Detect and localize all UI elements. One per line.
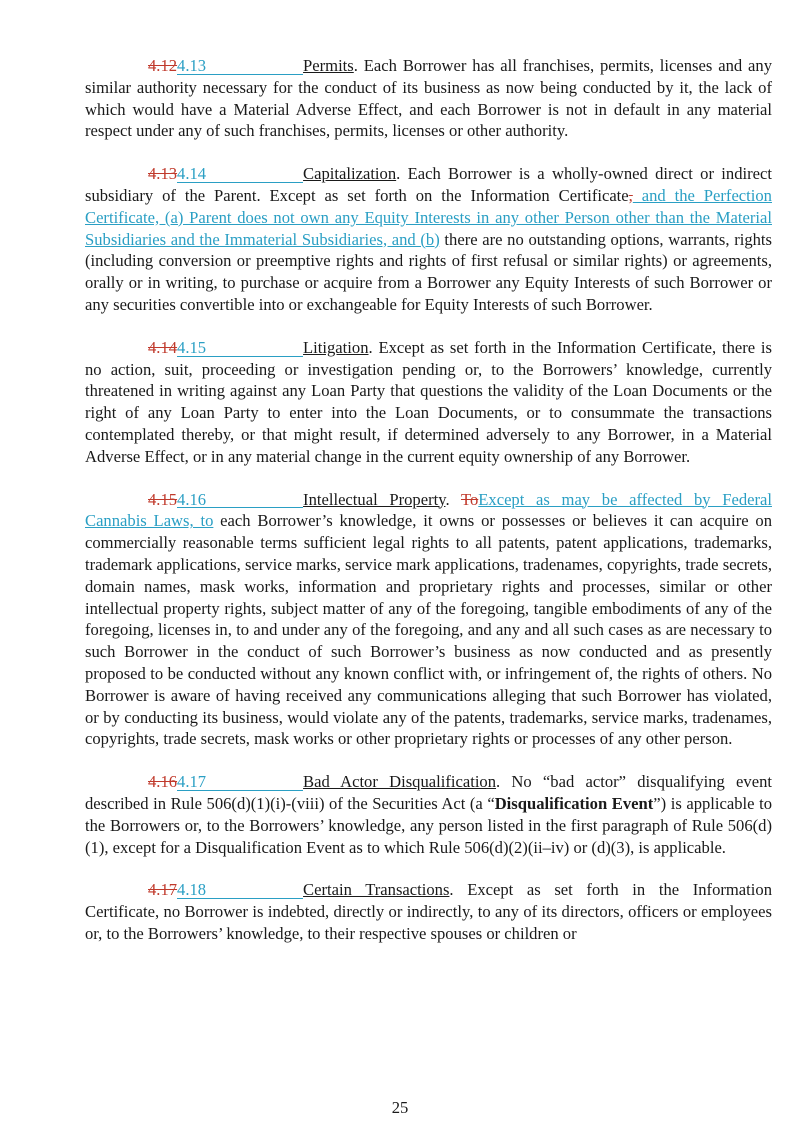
inserted-text: Except as may be affected by Federal Cannabis Laws, to bbox=[85, 489, 772, 531]
old-section-number: 4.17 bbox=[148, 880, 178, 900]
section-heading: Certain Transactions bbox=[303, 880, 450, 900]
section-body-continued: ”) is applicable to the Borrowers or, to the Borrowers’ knowledge, any person listed in the first paragraph of Rule 506(d)(1), except for a Disqualification Event as to which Rule 506(d)(2)(ii–iv) or (d)(3), is applicable. bbox=[85, 793, 772, 857]
section-bad-actor-disqualification bbox=[85, 771, 772, 858]
section-body-continued: there are no outstanding options, warrants, rights (including conversion or preemptive rights and rights of first refusal or similar rights) or agreements, orally or in writing, to purchase or acquire from a Borrower any Equity Interests of such Borrower or any securities convertible into or exchangeable for Equity Interests of such Borrower. bbox=[85, 229, 772, 314]
deleted-text: To bbox=[460, 489, 479, 509]
section-heading: Bad Actor Disqualification bbox=[303, 772, 497, 792]
section-body: . bbox=[445, 489, 461, 509]
new-section-number: 4.17 bbox=[177, 771, 303, 793]
section-heading: Permits bbox=[303, 56, 354, 75]
section-litigation bbox=[85, 337, 772, 468]
new-section-number: 4.16 bbox=[177, 489, 303, 511]
section-heading: Litigation bbox=[303, 337, 369, 357]
section-body-continued: each Borrower’s knowledge, it owns or possesses or believes it can acquire on commercially reasonable terms sufficient legal rights to all patents, patent applications, trademarks, trademark applications, service marks, service mark applications, tradenames, copyrights, trade secrets, domain names, mask works, information and proprietary rights and processes, similar or other intellectual property rights, subject matter of any of the foregoing, tangible embodiments of any of the foregoing, licenses in, to and under any of the foregoing, and any and all such cases as are necessary to such Borrower in the conduct of such Borrower’s business as now conducted and as presently proposed to be conducted without any known conflict with, or infringement of, the rights of others. No Borrower is aware of having received any communications alleging that such Borrower has violated, or by conducting its business, would violate any of the patents, trademarks, service marks, tradenames, copyrights, trade secrets, mask works or other proprietary rights or processes of any other person. bbox=[85, 511, 772, 749]
old-section-number: 4.16 bbox=[148, 772, 178, 792]
new-section-number: 4.14 bbox=[177, 163, 303, 185]
section-body: . Except as set forth in the Information Certificate, no Borrower is indebted, directly or indirectly, to any of its directors, officers or employees or, to the Borrowers’ knowledge, to their respective spouses or children or bbox=[85, 880, 772, 943]
inserted-text: and the Perfection Certificate, (a) Parent does not own any Equity Interests in any other Person other than the Material Subsidiaries and the Immaterial Subsidiaries, and (b) bbox=[85, 185, 772, 249]
section-body: . No “bad actor” disqualifying event described in Rule 506(d)(1)(i)-(viii) of the Securities Act (a “ bbox=[85, 772, 772, 813]
section-intellectual-property bbox=[85, 489, 772, 751]
new-section-number: 4.15 bbox=[177, 337, 303, 359]
old-section-number: 4.12 bbox=[148, 56, 178, 75]
old-section-number: 4.15 bbox=[148, 489, 178, 509]
new-section-number: 4.13 bbox=[177, 55, 303, 77]
section-permits bbox=[85, 55, 772, 142]
page-number: 25 bbox=[391, 1098, 409, 1117]
section-capitalization bbox=[85, 163, 772, 316]
section-body: . Each Borrower has all franchises, permits, licenses and any similar authority necessary for the conduct of its business as now being conducted by it, the lack of which would have a Material Adverse Effect, and each Borrower is not in default in any material respect under any of such franchises, permits, licenses or other authority. bbox=[85, 56, 772, 141]
section-heading: Intellectual Property bbox=[303, 489, 446, 509]
section-heading: Capitalization bbox=[303, 164, 397, 184]
deleted-text: , bbox=[628, 185, 633, 205]
defined-term: Disqualification Event bbox=[494, 793, 654, 813]
old-section-number: 4.13 bbox=[148, 164, 178, 184]
section-body: . Each Borrower is a wholly-owned direct or indirect subsidiary of the Parent. Except as set forth on the Information Certificate bbox=[85, 164, 772, 205]
old-section-number: 4.14 bbox=[148, 337, 178, 357]
new-section-number: 4.18 bbox=[177, 879, 303, 901]
section-body: . Except as set forth in the Information Certificate, there is no action, suit, proceeding or investigation pending or, to the Borrowers’ knowledge, currently threatened in writing against any Loan Party that questions the validity of the Loan Documents or the right of any Loan Party to enter into the Loan Documents, or to consummate the transactions contemplated thereby, or that might result, if determined adversely to any Borrower, in a Material Adverse Effect, or in any material change in the current equity ownership of any Borrower. bbox=[85, 337, 772, 466]
section-certain-transactions bbox=[85, 879, 772, 944]
